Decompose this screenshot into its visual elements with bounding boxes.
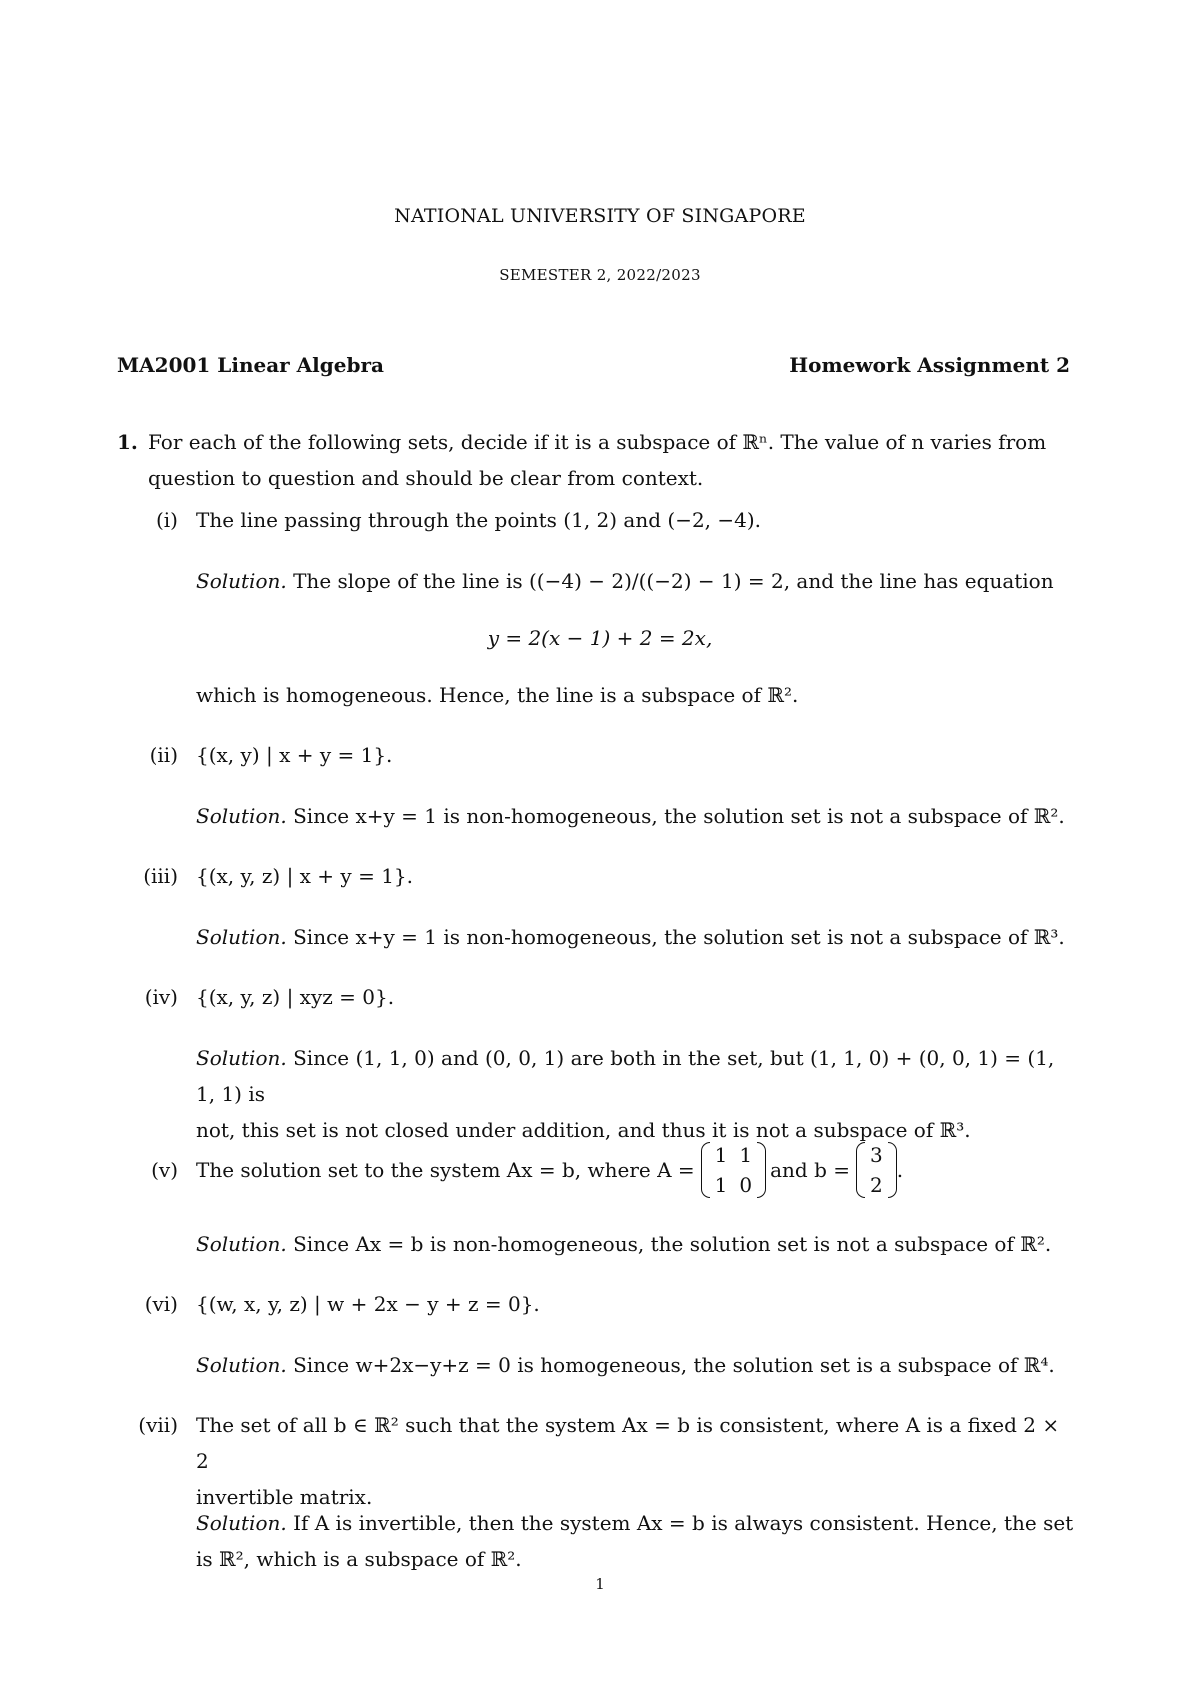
vector-b	[856, 1140, 897, 1200]
solution-line	[196, 919, 1065, 955]
part-statement: {(x, y, z) | x + y = 1}.	[196, 864, 414, 888]
part-label: (vii)	[138, 1413, 178, 1437]
right-bracket	[888, 1142, 897, 1198]
solution-line	[196, 1505, 1076, 1541]
solution-block	[196, 1505, 1076, 1577]
display-equation: y = 2(x − 1) + 2 = 2x,	[487, 626, 713, 650]
solution-text: not, this set is not closed under addition, and thus it is not a subspace of ℝ³.	[196, 1118, 971, 1142]
matrix-a-entry: 0	[739, 1173, 753, 1197]
question-intro-line: question to question and should be clear from context.	[148, 466, 704, 490]
statement-line: invertible matrix.	[196, 1485, 373, 1509]
part-label: (iii)	[143, 864, 178, 888]
part-label: (iv)	[144, 985, 178, 1009]
part-label: (i)	[155, 508, 178, 532]
solution-line	[196, 563, 1054, 599]
solution-text: which is homogeneous. Hence, the line is a subspace of ℝ².	[196, 683, 799, 707]
solution-text: Since x+y = 1 is non-homogeneous, the solution set is not a subspace of ℝ².	[293, 804, 1065, 828]
solution-block	[196, 1040, 1076, 1148]
solution-word: Solution.	[196, 925, 287, 949]
solution-word: Solution.	[196, 569, 287, 593]
semester-label: SEMESTER 2, 2022/2023	[499, 266, 701, 284]
part-statement: The line passing through the points (1, 2) and (−2, −4).	[196, 508, 762, 532]
solution-text: Since w+2x−y+z = 0 is homogeneous, the solution set is a subspace of ℝ⁴.	[293, 1353, 1055, 1377]
university-title: NATIONAL UNIVERSITY OF SINGAPORE	[394, 205, 806, 227]
statement-text: and b =	[770, 1158, 850, 1182]
part-statement: {(x, y) | x + y = 1}.	[196, 743, 393, 767]
part-label: (ii)	[149, 743, 178, 767]
vector-b-entry: 3	[870, 1143, 883, 1167]
solution-word: Solution.	[196, 804, 287, 828]
part-statement: {(x, y, z) | xyz = 0}.	[196, 985, 395, 1009]
solution-text: The slope of the line is ((−4) − 2)/((−2) − 1) = 2, and the line has equation	[293, 569, 1054, 593]
matrix-a-entry: 1	[714, 1143, 728, 1167]
solution-line	[196, 1347, 1055, 1383]
question-number: 1.	[117, 430, 138, 454]
course-title: MA2001 Linear Algebra	[117, 353, 384, 377]
solution-word: Solution.	[196, 1353, 287, 1377]
question-intro	[148, 424, 1070, 496]
solution-text: Since x+y = 1 is non-homogeneous, the solution set is not a subspace of ℝ³.	[293, 925, 1065, 949]
solution-line	[196, 1040, 1076, 1112]
solution-text: Since (1, 1, 0) and (0, 0, 1) are both in the set, but (1, 1, 0) + (0, 0, 1) = (1, 1, 1) is	[196, 1046, 1055, 1106]
solution-word: Solution.	[196, 1232, 287, 1256]
matrix-a-entry: 1	[739, 1143, 753, 1167]
statement-line: The set of all b ∈ ℝ² such that the system Ax = b is consistent, where A is a fixed 2 × 2	[196, 1413, 1060, 1473]
statement-text: The solution set to the system Ax = b, where A =	[196, 1158, 695, 1182]
matrix-a-grid	[709, 1140, 758, 1200]
part-statement	[196, 1134, 903, 1206]
left-bracket	[701, 1142, 710, 1198]
matrix-a	[701, 1140, 766, 1200]
vector-b-entry: 2	[870, 1173, 883, 1197]
statement-text: .	[896, 1158, 904, 1182]
solution-word: Solution.	[196, 1046, 287, 1070]
solution-text: is ℝ², which is a subspace of ℝ².	[196, 1547, 522, 1571]
solution-word: Solution.	[196, 1511, 287, 1535]
vector-b-grid	[864, 1140, 889, 1200]
left-bracket	[856, 1142, 865, 1198]
part-label: (vi)	[144, 1292, 178, 1316]
matrix-a-entry: 1	[714, 1173, 728, 1197]
part-statement	[196, 1407, 1076, 1515]
page-number: 1	[595, 1575, 605, 1593]
right-bracket	[757, 1142, 766, 1198]
part-label: (v)	[151, 1158, 178, 1182]
assignment-title: Homework Assignment 2	[789, 353, 1070, 377]
solution-text: Since Ax = b is non-homogeneous, the solution set is not a subspace of ℝ².	[293, 1232, 1052, 1256]
solution-line	[196, 798, 1065, 834]
question-intro-line: For each of the following sets, decide if it is a subspace of ℝⁿ. The value of n varies from	[148, 430, 1047, 454]
solution-text: If A is invertible, then the system Ax = b is always consistent. Hence, the set	[293, 1511, 1074, 1535]
solution-line	[196, 1226, 1051, 1262]
part-statement: {(w, x, y, z) | w + 2x − y + z = 0}.	[196, 1292, 540, 1316]
